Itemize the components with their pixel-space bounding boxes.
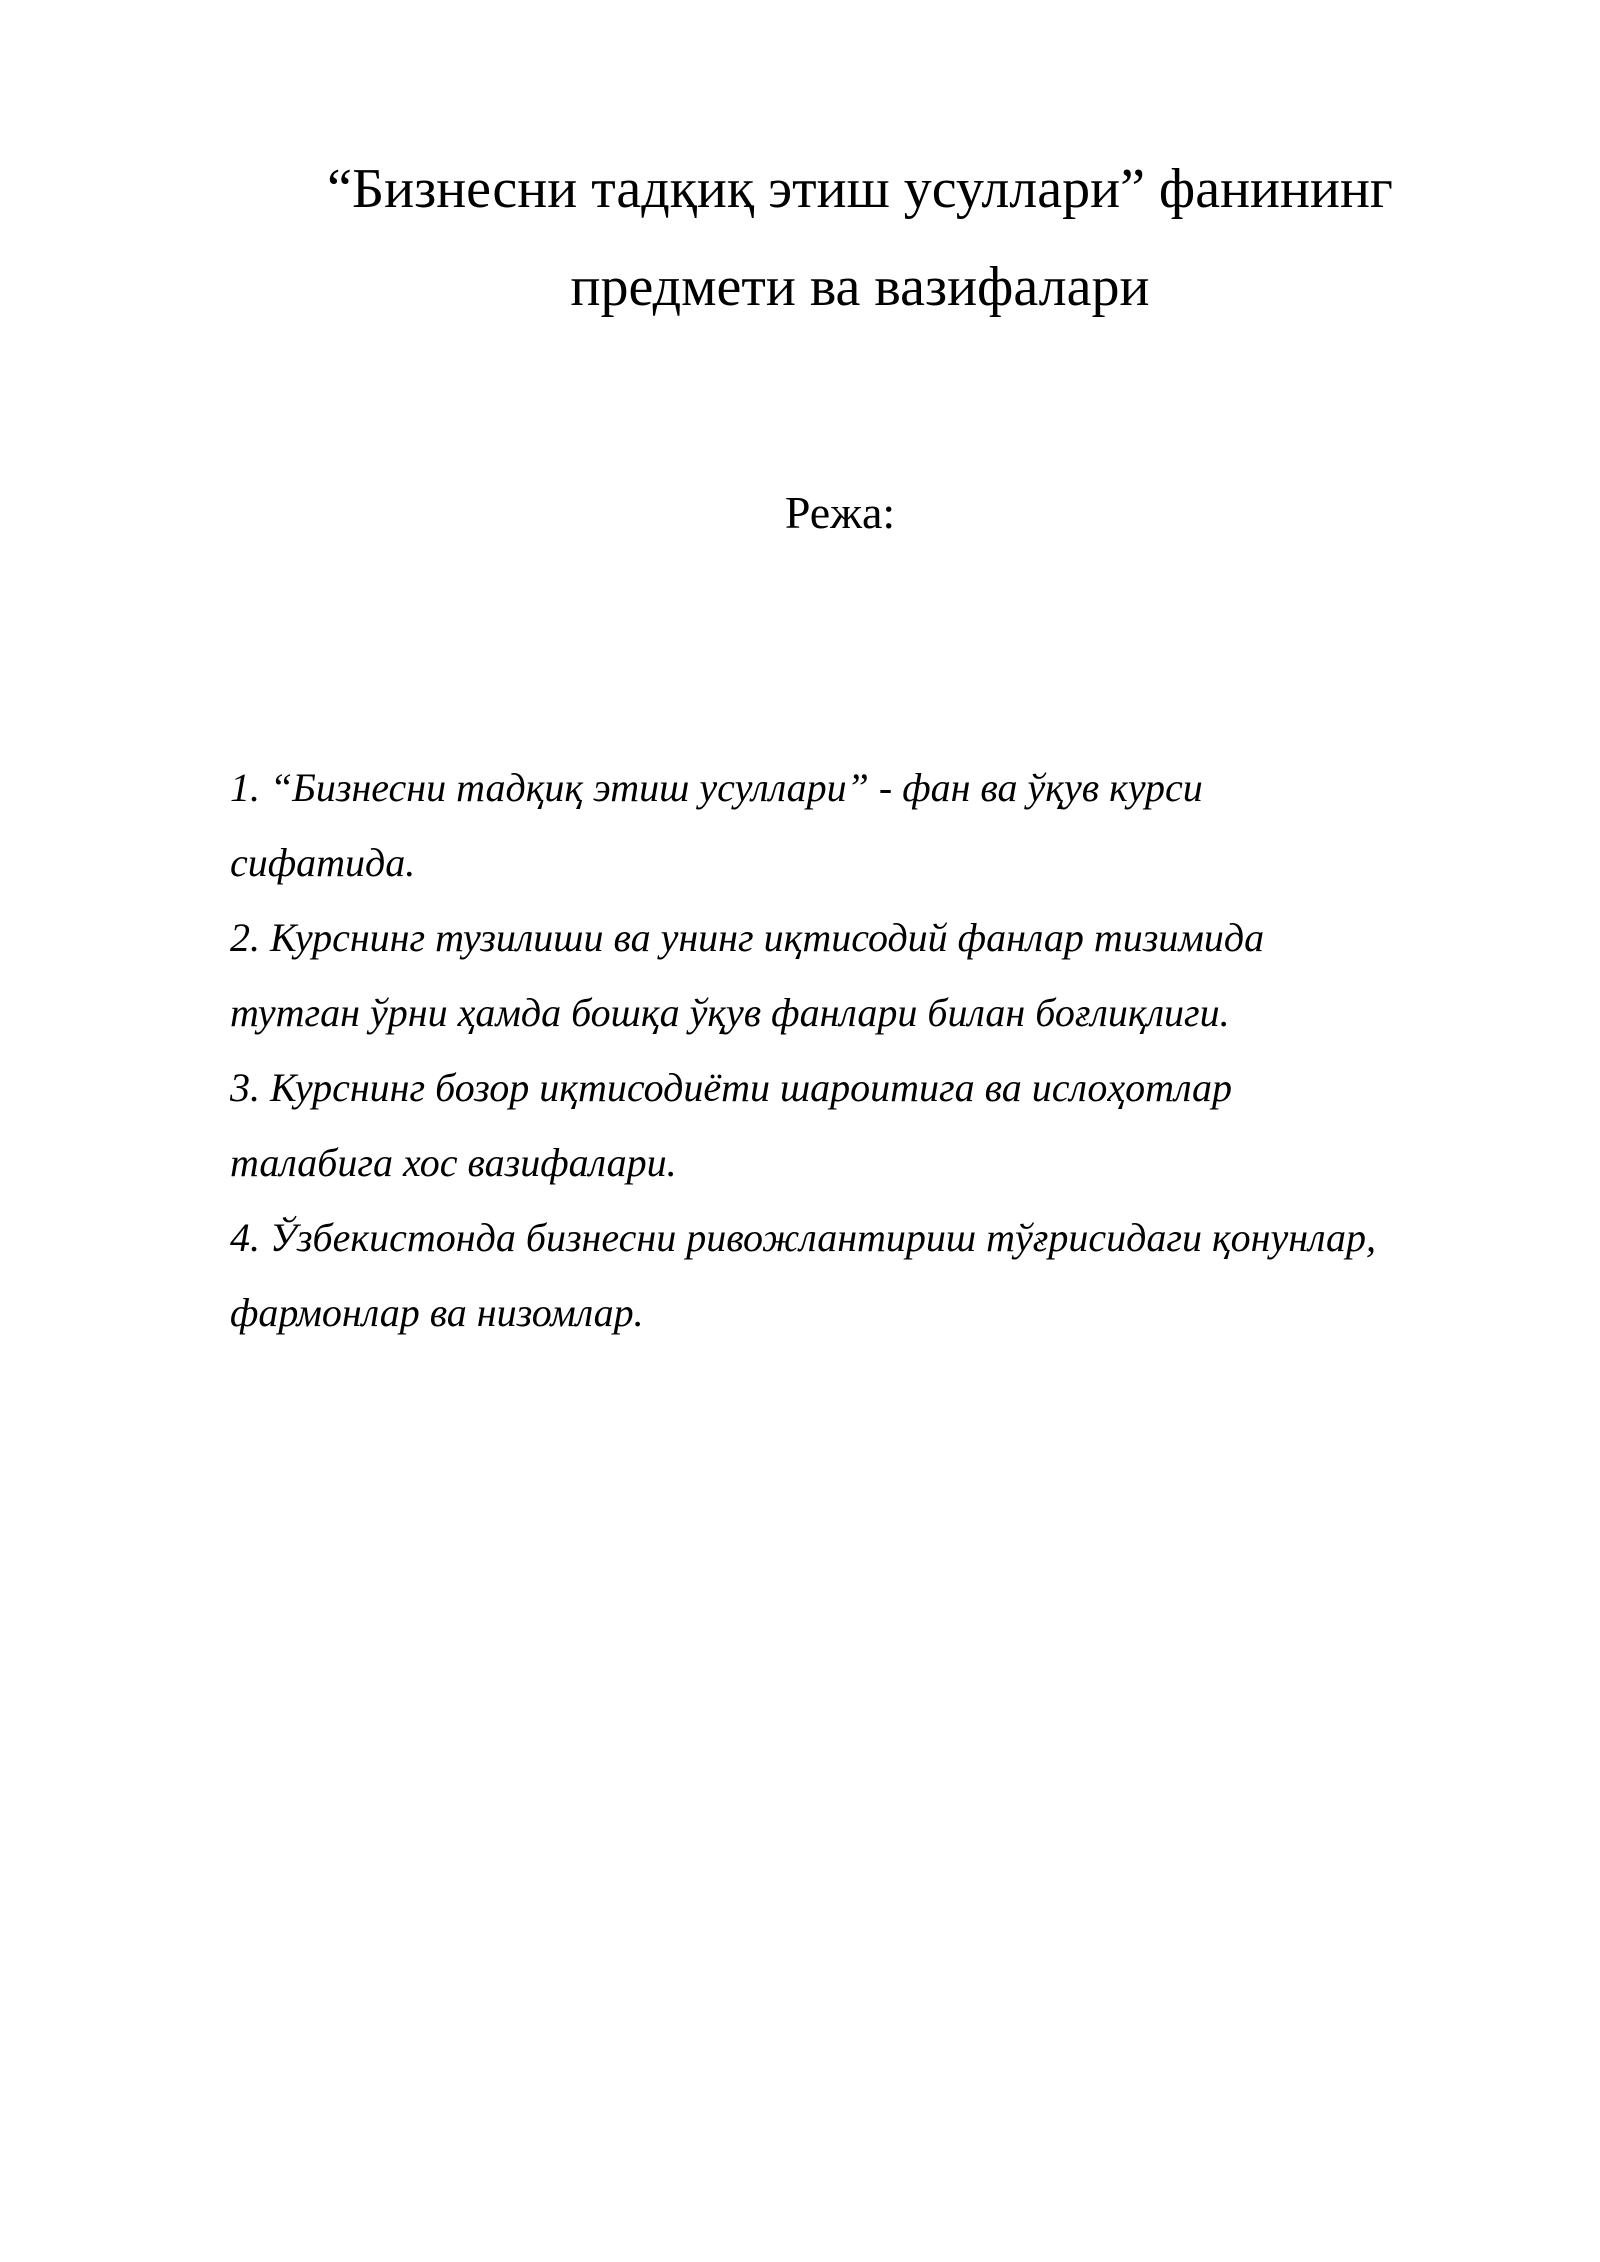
plan-item-2-line-2: тутган ўрни ҳамда бошқа ўқув фанлари билан боғлиқлиги.	[230, 990, 1230, 1035]
plan-list	[230, 750, 1550, 1350]
title-line-1: “Бизнесни тадқиқ этиш усуллари” фанининг	[327, 158, 1393, 220]
plan-item-2	[230, 900, 1550, 1050]
plan-item-3	[230, 1050, 1550, 1200]
plan-item-1-line-1: 1. “Бизнесни тадқиқ этиш усуллари” - фан ва ўқув курси	[230, 765, 1203, 810]
document-title	[250, 140, 1470, 336]
title-line-2: предмети ва вазифалари	[570, 256, 1150, 318]
plan-item-4-line-1: 4. Ўзбекистонда бизнесни ривожлантириш тўғрисидаги қонунлар,	[230, 1215, 1377, 1260]
plan-item-4	[230, 1200, 1550, 1350]
plan-item-1-line-2: сифатида.	[230, 840, 416, 885]
plan-item-4-line-2: фармонлар ва низомлар.	[230, 1290, 644, 1335]
plan-item-1	[230, 750, 1550, 900]
plan-item-3-line-1: 3. Курснинг бозор иқтисодиёти шароитига ва ислоҳотлар	[230, 1065, 1232, 1110]
plan-item-3-line-2: талабига хос вазифалари.	[230, 1140, 677, 1185]
plan-heading: Режа:	[784, 487, 896, 538]
plan-item-2-line-1: 2. Курснинг тузилиши ва унинг иқтисодий фанлар тизимида	[230, 915, 1265, 960]
